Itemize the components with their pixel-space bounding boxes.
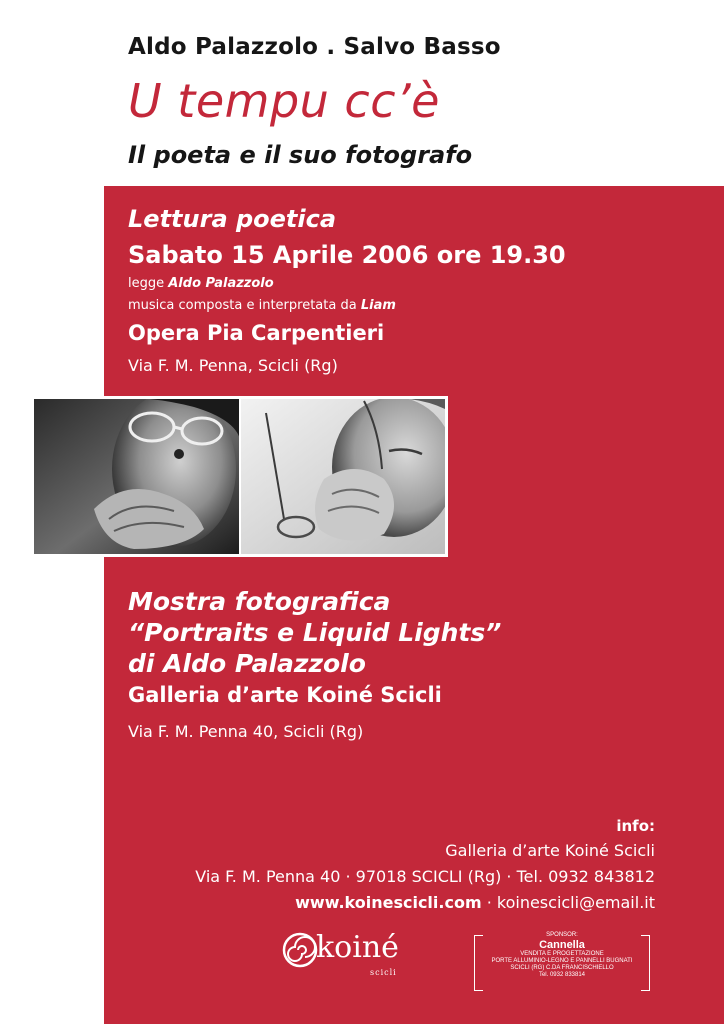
info-label: info:: [616, 817, 655, 835]
email-link[interactable]: koinescicli@email.it: [496, 893, 655, 912]
sponsor-label: SPONSOR:: [546, 932, 578, 938]
reading-venue-address: Via F. M. Penna, Scicli (Rg): [128, 356, 338, 375]
music-name: Liam: [360, 298, 396, 313]
reading-heading: Lettura poetica: [128, 205, 337, 233]
info-name: Galleria d’arte Koiné Scicli: [445, 841, 655, 860]
logo-name: koiné: [316, 930, 399, 965]
exhibition-heading: [128, 586, 501, 679]
reader-line: [128, 276, 274, 291]
portrait-photo: [34, 399, 445, 554]
exhibition-line-3: di Aldo Palazzolo: [128, 649, 366, 678]
sponsor-box: [474, 931, 650, 993]
music-line: [128, 298, 396, 313]
info-contacts: [295, 893, 655, 912]
music-prefix: musica composta e interpretata da: [128, 298, 361, 313]
contact-separator: ·: [481, 893, 497, 912]
website-link[interactable]: www.koinescicli.com: [295, 893, 482, 912]
logo-sub: scicli: [370, 968, 397, 977]
reading-venue: Opera Pia Carpentieri: [128, 321, 385, 345]
photo-frame: [31, 396, 448, 557]
spiral-icon: [282, 932, 318, 968]
exhibition-venue-address: Via F. M. Penna 40, Scicli (Rg): [128, 722, 364, 741]
sponsor-line-1: VENDITA E PROGETTAZIONE: [520, 951, 604, 957]
reader-prefix: legge: [128, 276, 169, 291]
sponsor-line-2: PORTE ALLUMINIO-LEGNO E PANNELLI BUGNATI: [491, 958, 633, 964]
poster-title: U tempu cc’è: [128, 74, 440, 128]
info-address: Via F. M. Penna 40 · 97018 SCICLI (Rg) · Tel. 0932 843812: [195, 867, 655, 886]
koine-logo: [282, 930, 412, 980]
exhibition-venue: Galleria d’arte Koiné Scicli: [128, 683, 442, 707]
exhibition-line-2: “Portraits e Liquid Lights”: [128, 618, 502, 647]
sponsor-name: Cannella: [539, 939, 585, 951]
sponsor-line-3: SCICLI (RG) C.DA FRANCISCHIELLO: [510, 965, 614, 971]
reader-name: Aldo Palazzolo: [168, 276, 274, 291]
reading-date: Sabato 15 Aprile 2006 ore 19.30: [128, 241, 566, 269]
poster-subtitle: Il poeta e il suo fotografo: [128, 141, 473, 169]
sponsor-text: [474, 931, 650, 979]
authors: Aldo Palazzolo . Salvo Basso: [128, 34, 501, 60]
exhibition-line-1: Mostra fotografica: [128, 587, 391, 616]
sponsor-line-4: Tel. 0932 833814: [538, 972, 586, 978]
